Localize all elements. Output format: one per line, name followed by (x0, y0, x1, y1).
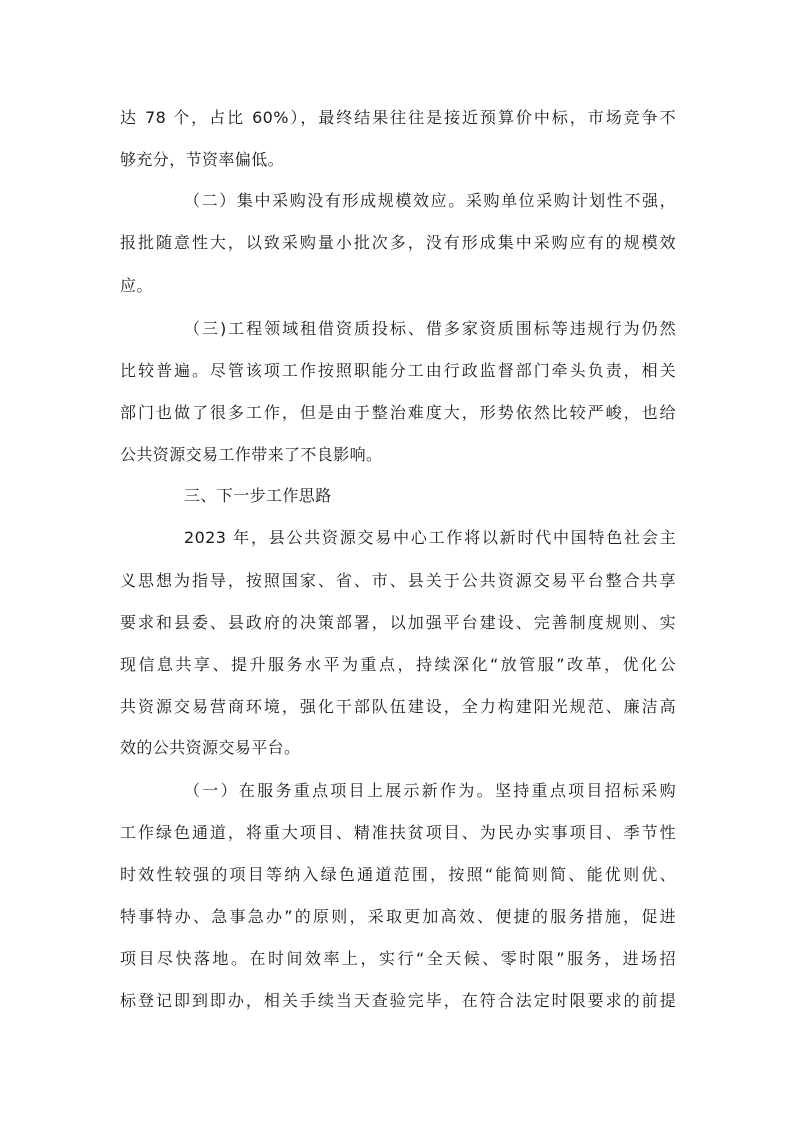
text-line: 部门也做了很多工作，但是由于整治难度大，形势依然比较严峻，也给 (120, 403, 676, 422)
text-line: 报批随意性大，以致采购量小批次多，没有形成集中采购应有的规模效 (120, 233, 676, 252)
text-line: 要求和县委、县政府的决策部署，以加强平台建设、完善制度规则、实 (120, 613, 676, 632)
text-line: 达 78 个，占比 60%），最终结果往往是接近预算价中标，市场竞争不 (120, 108, 676, 127)
text-line: 现信息共享、提升服务水平为重点，持续深化“放管服”改革，优化公 (120, 655, 676, 674)
section-heading: 三、下一步工作思路 (184, 486, 332, 505)
text-line: 义思想为指导，按照国家、省、市、县关于公共资源交易平台整合共享 (120, 571, 676, 590)
text-line: 工作绿色通道，将重大项目、精准扶贫项目、为民办实事项目、季节性 (120, 823, 676, 842)
text-line: 够充分，节资率偏低。 (120, 150, 285, 169)
text-line: （二）集中采购没有形成规模效应。采购单位采购计划性不强， (184, 191, 676, 210)
text-line: 特事特办、急事急办”的原则，采取更加高效、便捷的服务措施，促进 (120, 907, 676, 926)
text-line: 标登记即到即办，相关手续当天查验完毕，在符合法定时限要求的前提 (120, 991, 676, 1010)
text-line: 效的公共资源交易平台。 (120, 738, 301, 757)
text-line: 比较普遍。尽管该项工作按照职能分工由行政监督部门牵头负责，相关 (120, 361, 676, 380)
text-line: 公共资源交易工作带来了不良影响。 (120, 445, 383, 464)
text-line: 共资源交易营商环境，强化干部队伍建设，全力构建阳光规范、廉洁高 (120, 697, 676, 716)
text-line: 应。 (120, 276, 153, 295)
text-line: 项目尽快落地。在时间效率上，实行“全天候、零时限”服务，进场招 (120, 949, 676, 968)
text-line: 时效性较强的项目等纳入绿色通道范围，按照“能简则简、能优则优、 (120, 865, 676, 884)
text-line: （一）在服务重点项目上展示新作为。坚持重点项目招标采购 (184, 781, 676, 800)
text-line: 2023 年，县公共资源交易中心工作将以新时代中国特色社会主 (184, 528, 676, 547)
text-line: （三)工程领域租借资质投标、借多家资质围标等违规行为仍然 (184, 319, 676, 338)
